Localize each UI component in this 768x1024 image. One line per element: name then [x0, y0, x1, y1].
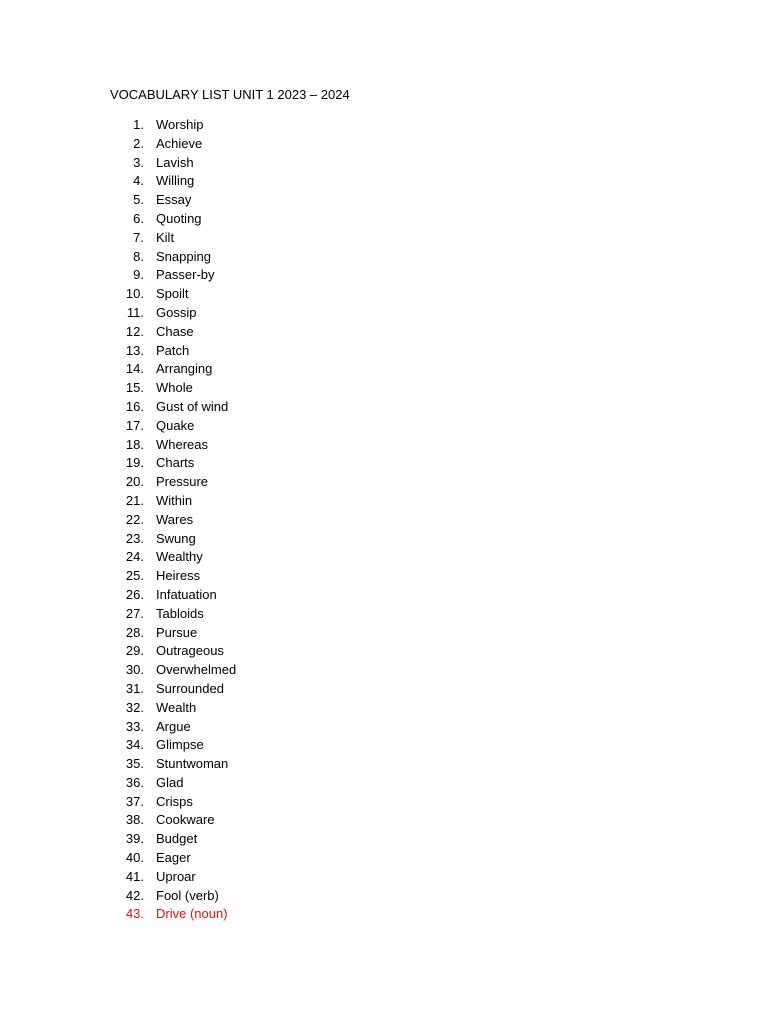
- list-item: [110, 323, 194, 342]
- list-item: [110, 849, 191, 868]
- item-number: 41.: [125, 868, 144, 884]
- list-item: [110, 398, 229, 417]
- item-number: 25.: [125, 568, 144, 584]
- item-number: 29.: [125, 643, 144, 659]
- item-word: Whole: [156, 380, 193, 396]
- list-item: [110, 699, 197, 718]
- item-word: Arranging: [156, 361, 213, 377]
- item-number: 32.: [125, 699, 144, 715]
- list-item: [110, 680, 224, 699]
- list-item: [110, 266, 215, 285]
- item-word: Drive (noun): [156, 906, 228, 922]
- item-number: 26.: [125, 586, 144, 602]
- list-item: [110, 661, 237, 680]
- list-item: [110, 530, 196, 549]
- list-item: [110, 811, 215, 830]
- list-item: [110, 172, 195, 191]
- list-item: [110, 436, 209, 455]
- list-item: [110, 755, 229, 774]
- list-item: [110, 135, 203, 154]
- item-word: Budget: [156, 831, 198, 847]
- item-number: 42.: [125, 887, 144, 903]
- item-number: 6.: [133, 210, 144, 226]
- item-word: Crisps: [156, 793, 193, 809]
- item-number: 21.: [125, 492, 144, 508]
- item-word: Quoting: [156, 210, 202, 226]
- item-number: 12.: [125, 323, 144, 339]
- list-item: [110, 642, 224, 661]
- list-item: [110, 248, 211, 267]
- item-word: Fool (verb): [156, 887, 219, 903]
- item-number: 27.: [125, 605, 144, 621]
- item-word: Worship: [156, 117, 204, 132]
- list-item: [110, 830, 198, 849]
- item-word: Essay: [156, 192, 192, 208]
- item-word: Heiress: [156, 568, 201, 584]
- item-number: 24.: [125, 549, 144, 565]
- list-item: [110, 624, 198, 643]
- item-word: Uproar: [156, 868, 196, 884]
- item-number: 4.: [133, 173, 144, 189]
- item-number: 11.: [126, 304, 144, 320]
- item-word: Lavish: [156, 154, 194, 170]
- item-word: Chase: [156, 323, 194, 339]
- list-item: [110, 473, 209, 492]
- list-item: [110, 718, 191, 737]
- item-word: Swung: [156, 530, 196, 546]
- item-number: 10.: [125, 286, 144, 302]
- item-word: Kilt: [156, 229, 175, 245]
- list-item: [110, 285, 189, 304]
- item-number: 19.: [125, 455, 144, 471]
- item-word: Cookware: [156, 812, 215, 828]
- list-item: [110, 454, 195, 473]
- item-word: Argue: [156, 718, 191, 734]
- item-number: 15.: [125, 380, 144, 396]
- item-word: Outrageous: [156, 643, 224, 659]
- item-number: 31.: [125, 680, 144, 696]
- list-item: [110, 887, 219, 906]
- item-word: Tabloids: [156, 605, 204, 621]
- item-number: 3.: [133, 154, 144, 170]
- item-number: 34.: [125, 737, 144, 753]
- list-item: [110, 774, 184, 793]
- list-item: [110, 793, 193, 812]
- item-word: Wealth: [156, 699, 197, 715]
- item-word: Quake: [156, 417, 195, 433]
- list-item: [110, 905, 228, 924]
- item-number: 30.: [125, 662, 144, 678]
- list-item: [110, 191, 192, 210]
- item-word: Stuntwoman: [156, 756, 229, 772]
- item-word: Willing: [156, 173, 195, 189]
- list-item: [110, 548, 203, 567]
- item-number: 40.: [125, 850, 144, 866]
- item-number: 17.: [125, 417, 144, 433]
- item-number: 37.: [125, 793, 144, 809]
- item-number: 2.: [133, 135, 144, 151]
- list-item: [110, 567, 201, 586]
- item-number: 1.: [133, 117, 144, 132]
- list-item: [110, 511, 194, 530]
- list-item: [110, 116, 204, 135]
- item-word: Patch: [156, 342, 190, 358]
- list-item: [110, 736, 204, 755]
- item-number: 16.: [125, 398, 144, 414]
- list-item: [110, 417, 195, 436]
- list-item: [110, 210, 202, 229]
- list-item: [110, 229, 175, 248]
- vocabulary-list: [110, 116, 237, 924]
- item-number: 22.: [125, 511, 144, 527]
- item-word: Charts: [156, 455, 195, 471]
- item-word: Whereas: [156, 436, 209, 452]
- list-item: [110, 379, 193, 398]
- item-word: Overwhelmed: [156, 662, 237, 678]
- item-number: 36.: [125, 774, 144, 790]
- item-word: Infatuation: [156, 586, 217, 602]
- item-word: Eager: [156, 850, 191, 866]
- item-word: Glad: [156, 774, 184, 790]
- item-word: Wares: [156, 511, 194, 527]
- item-word: Pressure: [156, 474, 209, 490]
- document-title: VOCABULARY LIST UNIT 1 2023 – 2024: [110, 87, 350, 102]
- item-word: Pursue: [156, 624, 198, 640]
- item-number: 20.: [125, 474, 144, 490]
- item-number: 14.: [125, 361, 144, 377]
- item-number: 38.: [125, 812, 144, 828]
- item-number: 5.: [133, 192, 144, 208]
- item-word: Gust of wind: [156, 398, 229, 414]
- item-number: 39.: [125, 831, 144, 847]
- list-item: [110, 605, 204, 624]
- item-number: 18.: [125, 436, 144, 452]
- item-number: 13.: [125, 342, 144, 358]
- list-item: [110, 342, 190, 361]
- item-word: Within: [156, 492, 193, 508]
- list-item: [110, 492, 193, 511]
- item-word: Wealthy: [156, 549, 203, 565]
- item-number: 9.: [133, 267, 144, 283]
- item-word: Snapping: [156, 248, 211, 264]
- list-item: [110, 868, 196, 887]
- item-word: Glimpse: [156, 737, 204, 753]
- item-number: 35.: [125, 756, 144, 772]
- item-word: Gossip: [156, 304, 197, 320]
- item-word: Surrounded: [156, 680, 224, 696]
- list-item: [110, 586, 217, 605]
- item-number: 43.: [125, 906, 144, 922]
- list-item: [110, 154, 194, 173]
- item-word: Passer-by: [156, 267, 215, 283]
- item-number: 7.: [133, 229, 144, 245]
- list-item: [110, 360, 213, 379]
- item-number: 23.: [125, 530, 144, 546]
- item-word: Spoilt: [156, 286, 189, 302]
- item-number: 8.: [133, 248, 144, 264]
- item-number: 28.: [125, 624, 144, 640]
- list-item: [110, 304, 197, 323]
- item-word: Achieve: [156, 135, 203, 151]
- item-number: 33.: [125, 718, 144, 734]
